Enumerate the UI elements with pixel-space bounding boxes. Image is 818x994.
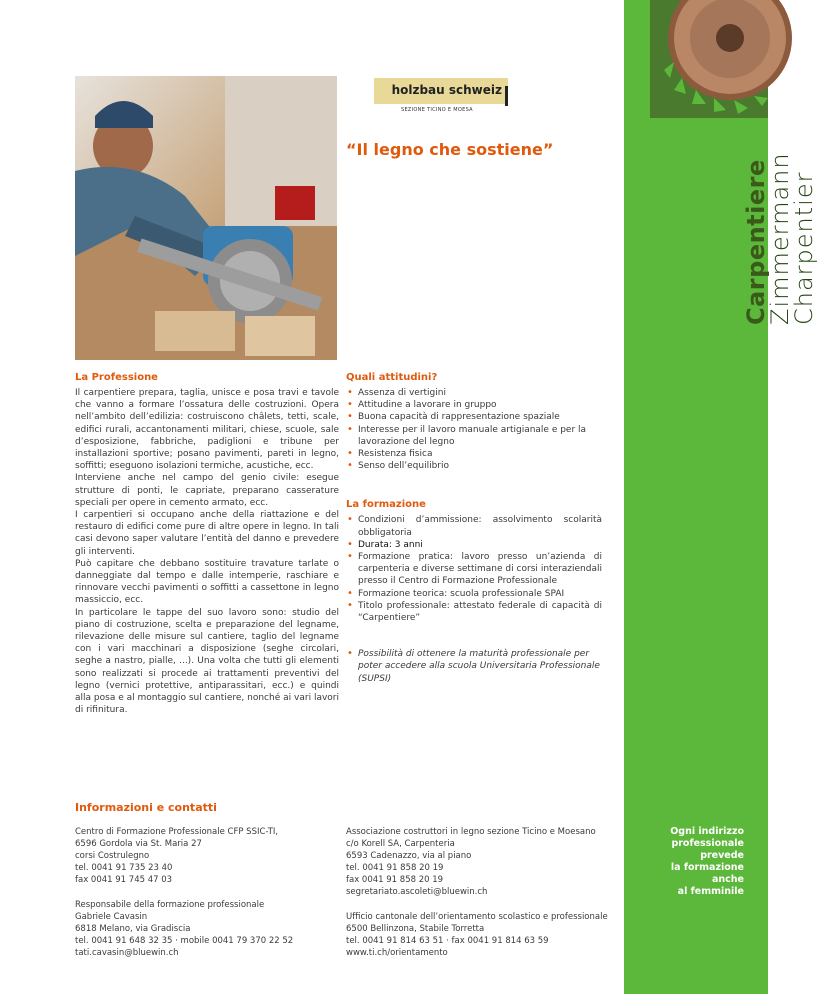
contact-line: 6596 Gordola via St. Maria 27: [75, 839, 202, 849]
logo-bar: [505, 86, 508, 106]
formazione-note: [346, 648, 602, 685]
contact-ufficio: [346, 911, 608, 959]
contact-line: c/o Korell SA, Carpenteria: [346, 839, 455, 849]
headline-quote: “Il legno che sostiene”: [346, 140, 554, 159]
contact-email[interactable]: segretariato.ascoleti@bluewin.ch: [346, 887, 488, 897]
logo-text: holzbau schweiz: [391, 83, 502, 97]
side-note: [640, 826, 744, 898]
contact-line: 6818 Melano, via Gradiscia: [75, 924, 191, 934]
contact-line: fax 0041 91 858 20 19: [346, 875, 444, 885]
list-item: • Formazione pratica: lavoro presso un’azienda di carpenteria e diverse settimane di corsi interaziendali presso il Centro di Formazione Professionale: [346, 551, 602, 588]
list-item: • Resistenza fisica: [346, 448, 602, 460]
list-item: • Buona capacità di rappresentazione spaziale: [346, 411, 602, 423]
formazione-heading: La formazione: [346, 499, 426, 511]
list-item: • Titolo professionale: attestato federale di capacità di “Carpentiere”: [346, 600, 602, 624]
side-note-line: al femminile: [677, 886, 744, 897]
contact-line: tel. 0041 91 648 32 35 · mobile 0041 79 370 22 52: [75, 936, 294, 946]
contact-line: tel. 0041 91 814 63 51 · fax 0041 91 814 63 59: [346, 936, 549, 946]
contact-associazione: [346, 826, 596, 898]
formazione-list: [346, 514, 602, 624]
right-column: [346, 372, 602, 685]
side-note-line: Ogni indirizzo: [670, 826, 744, 837]
contact-line: Centro di Formazione Professionale CFP SSIC-TI,: [75, 827, 279, 837]
contact-link[interactable]: www.ti.ch/orientamento: [346, 948, 448, 958]
side-note-line: professionale: [671, 838, 744, 849]
contact-line: Associazione costruttori in legno sezione Ticino e Moesano: [346, 827, 596, 837]
contact-responsabile: [75, 899, 293, 959]
contact-line: Gabriele Cavasin: [75, 912, 148, 922]
logo-section: SEZIONE TICINO E MOESA: [401, 107, 473, 113]
info-heading: Informazioni e contatti: [75, 801, 217, 814]
side-note-line: anche: [711, 874, 744, 885]
list-item: • Assenza di vertigini: [346, 387, 602, 399]
contact-line: corsi Costrulegno: [75, 851, 150, 861]
vertical-title: [664, 100, 818, 330]
contact-line: 6593 Cadenazzo, via al piano: [346, 851, 472, 861]
list-item: • Durata: 3 anni: [346, 539, 602, 551]
attitudini-heading: Quali attitudini?: [346, 372, 438, 383]
professione-section: [75, 372, 339, 716]
professione-text: Il carpentiere prepara, taglia, unisce e posa travi e tavole che vanno a formare l’ossatura delle costruzioni. Opera nell’ambito dell’edilizia: costruiscono châlets, tetti, scale, edifici rurali, accantonamenti militari, chiese, scuole, sale d’esposizione, fabbriche, padiglioni e tribune per installazioni sportive; posano pavimenti, pareti in legno, soffitti; eseguono isolazioni termiche, acustiche, ecc. Interviene anche nel campo del genio civile: esegue strutture di ponti, le capriate, preparano casserature speciali per opere in cemento armato, ecc. I carpentieri si occupano anche della riattazione e del restauro di edifici come pure di altre opere in legno. In tali casi devono saper valutare l’entità del danno e prevedere gli interventi. Può capitare che debbano sostituire travature tarlate o danneggiate dal tempo e dalle intemperie, raschiare e rinnovare vecchi pavimenti o soffitti a cassettone in legno massiccio, ecc. In particolare le tappe del suo lavoro sono: studio del piano di costruzione, scelta e preparazione del legname, rilevazione delle misure sul cantiere, taglio del legname con i vari macchinari a disposizione (seghe circolari, seghe a nastro, pialle, ...). Una volta che tutti gli elementi sono realizzati si procede ai trattamenti preventivi del legno (vernici protettive, antiparassitari, ecc.) e quindi alla posa e al montaggio sul cantiere, nonché ai vari lavori di rifinitura.: [75, 388, 339, 716]
contact-line: tel. 0041 91 735 23 40: [75, 863, 173, 873]
list-item: • Interesse per il lavoro manuale artigianale e per la lavorazione del legno: [346, 424, 602, 448]
side-note-line: la formazione: [670, 862, 744, 873]
list-item: • Condizioni d’ammissione: assolvimento scolarità obbligatoria: [346, 514, 602, 538]
holzbau-logo: [374, 78, 508, 104]
list-item: • Formazione teorica: scuola professionale SPAI: [346, 588, 602, 600]
title-italian: Carpentiere: [742, 159, 770, 325]
list-item: • Possibilità di ottenere la maturità professionale per poter accedere alla scuola Universitaria Professionale (SUPSI): [346, 648, 602, 685]
contact-email[interactable]: tati.cavasin@bluewin.ch: [75, 948, 179, 958]
list-item: • Attitudine a lavorare in gruppo: [346, 399, 602, 411]
contact-line: fax 0041 91 745 47 03: [75, 875, 173, 885]
title-french: Charpentier: [790, 171, 818, 325]
attitudini-list: [346, 387, 602, 472]
contact-cfp: [75, 826, 278, 886]
contact-line: Ufficio cantonale dell’orientamento scolastico e professionale: [346, 912, 608, 922]
contact-line: Responsabile della formazione professionale: [75, 900, 265, 910]
side-note-line: prevede: [700, 850, 744, 861]
list-item: • Senso dell’equilibrio: [346, 460, 602, 472]
professione-heading: La Professione: [75, 372, 158, 383]
carpenter-photo: [75, 76, 337, 360]
band-divider: [616, 0, 624, 994]
contact-line: tel. 0041 91 858 20 19: [346, 863, 444, 873]
title-german: Zimmermann: [766, 152, 794, 325]
contact-line: 6500 Bellinzona, Stabile Torretta: [346, 924, 485, 934]
